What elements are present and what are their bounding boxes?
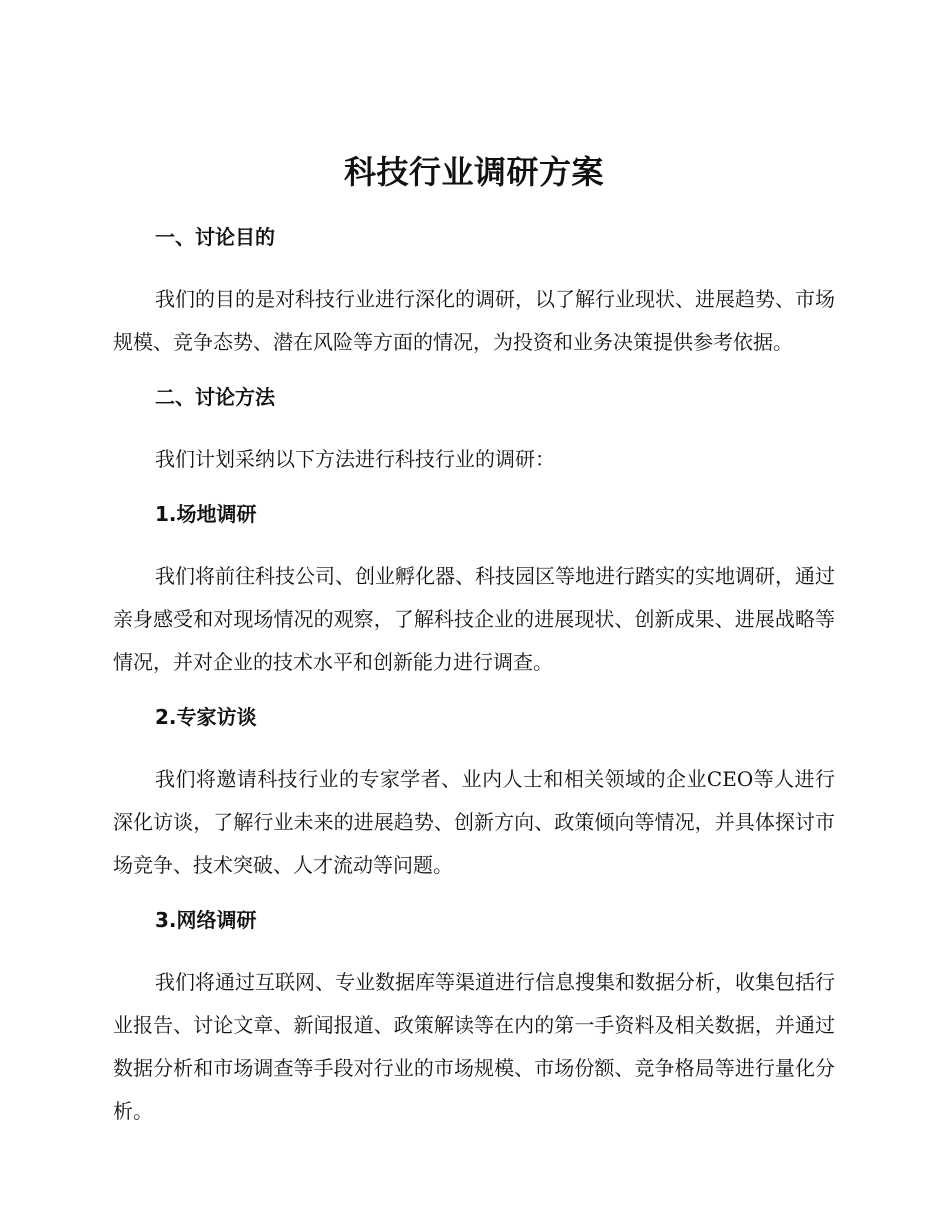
section-paragraph-method: 我们计划采纳以下方法进行科技行业的调研： <box>155 447 555 471</box>
subsection-paragraph-field-research: 我们将前往科技公司、创业孵化器、科技园区等地进行踏实的实地调研，通过亲身感受和对现场情况的观察，了解科技企业的进展现状、创新成果、进展战略等情况，并对企业的技术水平和创新能力进行调查。 <box>113 564 835 674</box>
subsection-paragraph-expert-interview: 我们将邀请科技行业的专家学者、业内人士和相关领域的企业CEO等人进行深化访谈，了解行业未来的进展趋势、创新方向、政策倾向等情况，并具体探讨市场竞争、技术突破、人才流动等问题。 <box>113 767 835 877</box>
document-body <box>113 148 835 1133</box>
document-title: 科技行业调研方案 <box>343 153 604 191</box>
subsection-heading-online-research: 3.网络调研 <box>155 908 257 932</box>
subsection-paragraph-online-research: 我们将通过互联网、专业数据库等渠道进行信息搜集和数据分析，收集包括行业报告、讨论文章、新闻报道、政策解读等在内的第一手资料及相关数据，并通过数据分析和市场调查等手段对行业的市场规模、市场份额、竞争格局等进行量化分析。 <box>113 970 835 1123</box>
section-heading-purpose: 一、讨论目的 <box>155 225 275 249</box>
subsection-heading-field-research: 1.场地调研 <box>155 502 257 526</box>
section-heading-method: 二、讨论方法 <box>155 385 275 409</box>
section-paragraph-purpose: 我们的目的是对科技行业进行深化的调研，以了解行业现状、进展趋势、市场规模、竞争态势、潜在风险等方面的情况，为投资和业务决策提供参考依据。 <box>113 287 835 354</box>
subsection-heading-expert-interview: 2.专家访谈 <box>155 705 257 729</box>
